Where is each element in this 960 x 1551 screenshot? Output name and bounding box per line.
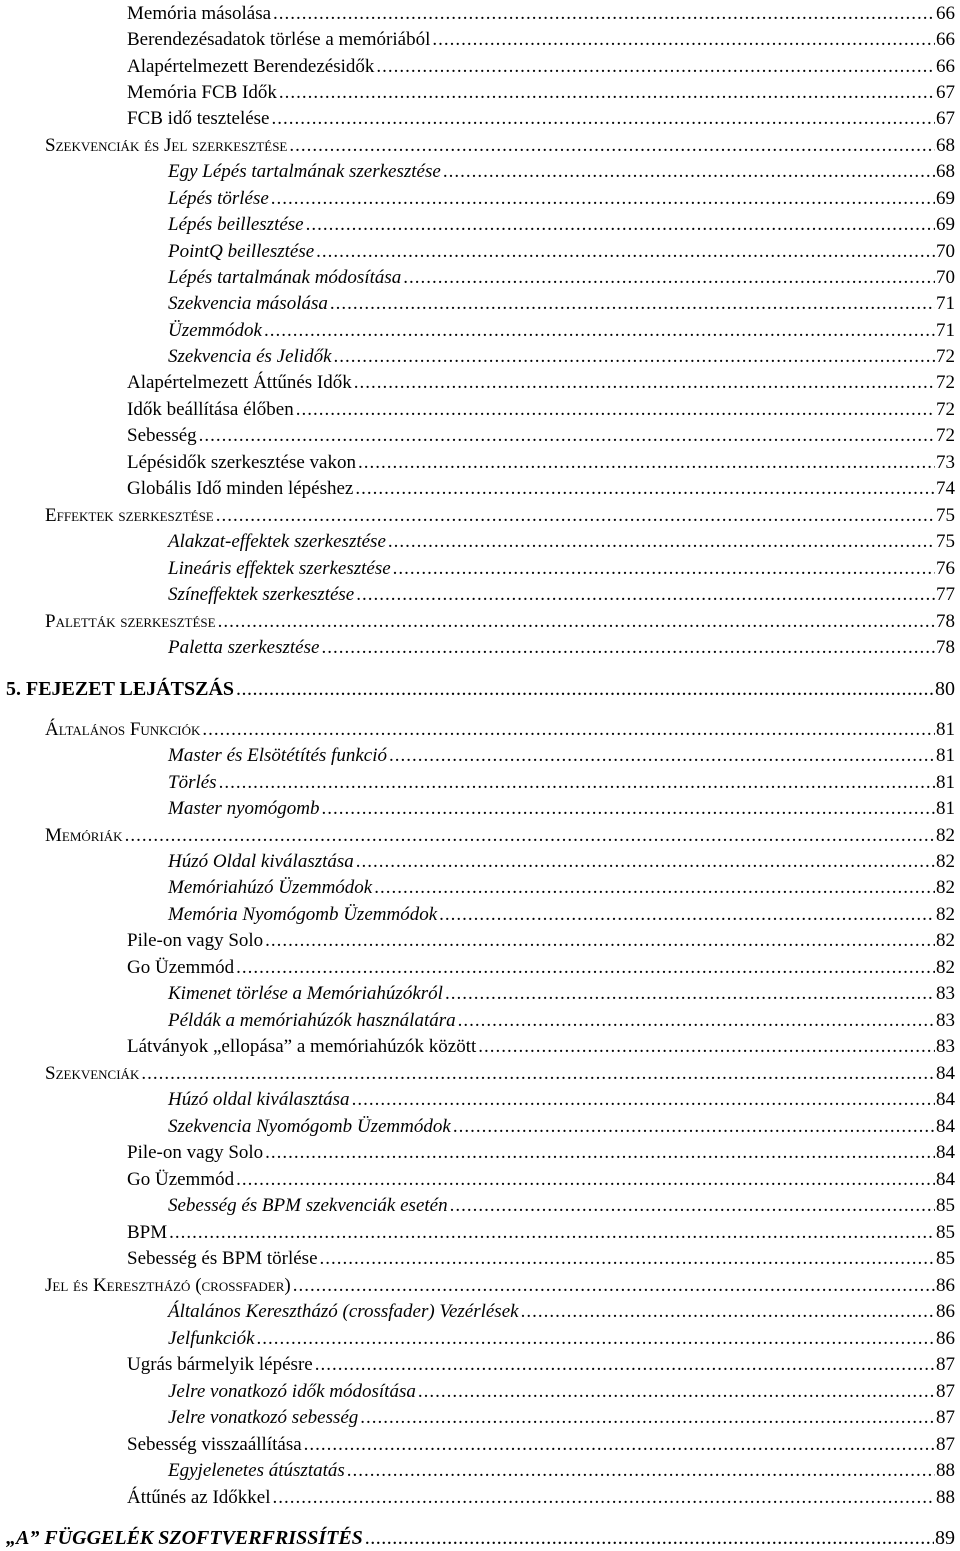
toc-entry-title: Egyjelenetes átúsztatás	[168, 1460, 345, 1481]
dot-leader	[354, 372, 935, 394]
toc-entry[interactable]	[6, 1527, 955, 1549]
toc-entry-title: Berendezésadatok törlése a memóriából	[127, 29, 431, 50]
dot-leader	[265, 1142, 935, 1164]
toc-entry[interactable]	[127, 1354, 955, 1376]
toc-entry-page-number: 81	[936, 798, 955, 819]
toc-entry-page-number: 76	[936, 558, 955, 579]
toc-entry[interactable]	[45, 1275, 955, 1297]
toc-entry-page-number: 83	[936, 983, 955, 1004]
toc-entry-title: Szekvenciák és Jel szerkesztése	[45, 135, 288, 156]
dot-leader	[218, 611, 935, 633]
dot-leader	[169, 1222, 935, 1244]
toc-entry[interactable]	[168, 637, 955, 659]
toc-entry[interactable]	[45, 1063, 955, 1085]
toc-entry-title: Sebesség visszaállítása	[127, 1434, 302, 1455]
dot-leader	[273, 3, 935, 25]
dot-leader	[316, 241, 935, 263]
toc-entry-page-number: 87	[936, 1354, 955, 1375]
dot-leader	[216, 505, 935, 527]
toc-entry-page-number: 72	[936, 346, 955, 367]
toc-entry-title: FCB idő tesztelése	[127, 108, 270, 129]
toc-entry-page-number: 86	[936, 1328, 955, 1349]
toc-entry[interactable]	[168, 161, 955, 183]
toc-entry-title: Lépés beillesztése	[168, 214, 304, 235]
toc-entry-title: Sebesség	[127, 425, 197, 446]
dot-leader	[257, 1328, 935, 1350]
dot-leader	[199, 425, 935, 447]
toc-entry-page-number: 71	[936, 320, 955, 341]
toc-entry-title: Lineáris effektek szerkesztése	[168, 558, 391, 579]
toc-entry-title: Paletták szerkesztése	[45, 611, 216, 632]
toc-entry-title: Lépés tartalmának módosítása	[168, 267, 402, 288]
dot-leader	[445, 983, 935, 1005]
dot-leader	[334, 346, 935, 368]
toc-entry-title: Törlés	[168, 772, 217, 793]
toc-entry-page-number: 78	[936, 611, 955, 632]
toc-entry-page-number: 66	[936, 3, 955, 24]
toc-entry-title: Általános Keresztházó (crossfader) Vezérlések	[168, 1301, 519, 1322]
dot-leader	[289, 135, 935, 157]
toc-entry-title: Paletta szerkesztése	[168, 637, 320, 658]
toc-entry[interactable]	[127, 399, 955, 421]
toc-entry[interactable]	[127, 1487, 955, 1509]
toc-entry-page-number: 82	[936, 957, 955, 978]
toc-entry[interactable]	[168, 293, 955, 315]
toc-entry-title: PointQ beillesztése	[168, 241, 315, 262]
toc-entry-page-number: 67	[936, 108, 955, 129]
toc-entry[interactable]	[127, 1036, 955, 1058]
toc-entry-title: Memória FCB Idők	[127, 82, 277, 103]
toc-entry-title: Sebesség és BPM szekvenciák esetén	[168, 1195, 448, 1216]
dot-leader	[356, 584, 935, 606]
toc-entry[interactable]	[127, 957, 955, 979]
toc-entry-page-number: 73	[936, 452, 955, 473]
toc-entry[interactable]	[127, 1434, 955, 1456]
dot-leader	[355, 478, 935, 500]
dot-leader	[271, 108, 935, 130]
toc-entry[interactable]	[127, 108, 955, 130]
dot-leader	[360, 1407, 935, 1429]
toc-entry-page-number: 66	[936, 56, 955, 77]
toc-entry-page-number: 77	[936, 584, 955, 605]
toc-entry-title: 5. FEJEZET LEJÁTSZÁS	[6, 678, 235, 700]
dot-leader	[304, 1434, 935, 1456]
toc-entry[interactable]	[45, 135, 955, 157]
toc-entry-page-number: 78	[936, 637, 955, 658]
dot-leader	[279, 82, 935, 104]
toc-entry-title: Általános Funkciók	[45, 719, 201, 740]
dot-leader	[219, 772, 935, 794]
toc-entry-page-number: 68	[936, 135, 955, 156]
toc-entry-page-number: 89	[935, 1527, 955, 1549]
dot-leader	[315, 1354, 935, 1376]
toc-entry-title: Ugrás bármelyik lépésre	[127, 1354, 313, 1375]
toc-entry-page-number: 85	[936, 1248, 955, 1269]
toc-entry[interactable]	[168, 1089, 955, 1111]
toc-entry-title: Master nyomógomb	[168, 798, 320, 819]
dot-leader	[443, 161, 935, 183]
dot-leader	[273, 1487, 935, 1509]
dot-leader	[321, 637, 935, 659]
dot-leader	[202, 719, 935, 741]
toc-entry[interactable]	[168, 558, 955, 580]
toc-entry-title: Memóriák	[45, 825, 123, 846]
dot-leader	[393, 558, 935, 580]
toc-entry[interactable]	[127, 29, 955, 51]
dot-leader	[374, 877, 935, 899]
toc-entry-title: Idők beállítása élőben	[127, 399, 294, 420]
dot-leader	[265, 930, 935, 952]
toc-entry[interactable]	[127, 1222, 955, 1244]
toc-entry[interactable]	[127, 452, 955, 474]
toc-entry-page-number: 81	[936, 772, 955, 793]
dot-leader	[439, 904, 935, 926]
toc-entry-page-number: 87	[936, 1407, 955, 1428]
toc-entry[interactable]	[6, 678, 955, 700]
toc-entry-title: Pile-on vagy Solo	[127, 930, 264, 951]
toc-entry-title: Alapértelmezett Áttűnés Idők	[127, 372, 352, 393]
toc-entry-page-number: 88	[936, 1460, 955, 1481]
dot-leader	[293, 1275, 935, 1297]
toc-entry-page-number: 82	[936, 930, 955, 951]
toc-entry[interactable]	[168, 1328, 955, 1350]
toc-entry-page-number: 75	[936, 505, 955, 526]
toc-entry[interactable]	[168, 531, 955, 553]
toc-entry-title: Példák a memóriahúzók használatára	[168, 1010, 456, 1031]
dot-leader	[450, 1195, 935, 1217]
toc-entry-title: Lépésidők szerkesztése vakon	[127, 452, 356, 473]
dot-leader	[236, 957, 935, 979]
toc-entry-title: Memória másolása	[127, 3, 272, 24]
toc-entry-page-number: 84	[936, 1116, 955, 1137]
toc-entry-title: Áttűnés az Időkkel	[127, 1487, 271, 1508]
toc-entry[interactable]	[45, 719, 955, 741]
toc-entry-title: Alakzat-effektek szerkesztése	[168, 531, 386, 552]
toc-entry-title: Sebesség és BPM törlése	[127, 1248, 318, 1269]
toc-entry-title: Látványok „ellopása” a memóriahúzók között	[127, 1036, 477, 1057]
dot-leader	[356, 851, 935, 873]
toc-entry-page-number: 72	[936, 425, 955, 446]
toc-entry[interactable]	[168, 877, 955, 899]
toc-entry-title: Lépés törlése	[168, 188, 269, 209]
dot-leader	[330, 293, 935, 315]
toc-entry-page-number: 68	[936, 161, 955, 182]
toc-entry-page-number: 82	[936, 904, 955, 925]
toc-entry[interactable]	[168, 320, 955, 342]
toc-entry-page-number: 84	[936, 1063, 955, 1084]
dot-leader	[264, 320, 935, 342]
toc-entry[interactable]	[168, 1116, 955, 1138]
toc-entry[interactable]	[168, 798, 955, 820]
toc-entry-page-number: 85	[936, 1195, 955, 1216]
toc-entry-title: Jelre vonatkozó sebesség	[168, 1407, 359, 1428]
dot-leader	[320, 1248, 935, 1270]
toc-entry-title: Memóriahúzó Üzemmódok	[168, 877, 373, 898]
toc-entry-page-number: 70	[936, 267, 955, 288]
toc-entry[interactable]	[168, 1460, 955, 1482]
toc-entry-title: Húzó oldal kiválasztása	[168, 1089, 350, 1110]
toc-entry-title: Pile-on vagy Solo	[127, 1142, 264, 1163]
toc-entry-title: Effektek szerkesztése	[45, 505, 214, 526]
toc-entry-title: Go Üzemmód	[127, 957, 235, 978]
toc-entry-title: Szekvencia másolása	[168, 293, 328, 314]
toc-entry-page-number: 81	[936, 745, 955, 766]
toc-entry-title: Egy Lépés tartalmának szerkesztése	[168, 161, 441, 182]
dot-leader	[418, 1381, 935, 1403]
toc-entry[interactable]	[127, 3, 955, 25]
toc-entry-page-number: 75	[936, 531, 955, 552]
toc-entry-title: Színeffektek szerkesztése	[168, 584, 355, 605]
toc-entry[interactable]	[168, 1301, 955, 1323]
toc-entry-title: Jelre vonatkozó idők módosítása	[168, 1381, 416, 1402]
toc-entry[interactable]	[168, 1195, 955, 1217]
toc-entry-title: Jelfunkciók	[168, 1328, 255, 1349]
toc-entry-page-number: 71	[936, 293, 955, 314]
toc-entry-page-number: 72	[936, 372, 955, 393]
toc-entry[interactable]	[127, 1248, 955, 1270]
toc-entry-page-number: 85	[936, 1222, 955, 1243]
dot-leader	[453, 1116, 935, 1138]
toc-entry-page-number: 74	[936, 478, 955, 499]
toc-entry-page-number: 84	[936, 1142, 955, 1163]
toc-entry-page-number: 86	[936, 1301, 955, 1322]
dot-leader	[352, 1089, 935, 1111]
toc-entry[interactable]	[168, 1381, 955, 1403]
toc-entry[interactable]	[168, 1010, 955, 1032]
toc-entry[interactable]	[168, 1407, 955, 1429]
dot-leader	[365, 1527, 934, 1549]
toc-entry[interactable]	[127, 1169, 955, 1191]
dot-leader	[125, 825, 935, 847]
toc-entry-title: Üzemmódok	[168, 320, 262, 341]
toc-entry[interactable]	[168, 214, 955, 236]
toc-entry[interactable]	[45, 825, 955, 847]
toc-entry[interactable]	[168, 241, 955, 263]
toc-entry[interactable]	[168, 772, 955, 794]
toc-entry-page-number: 82	[936, 851, 955, 872]
dot-leader	[236, 1169, 935, 1191]
dot-leader	[296, 399, 935, 421]
dot-leader	[458, 1010, 935, 1032]
toc-entry[interactable]	[168, 267, 955, 289]
dot-leader	[376, 56, 935, 78]
toc-entry-page-number: 69	[936, 188, 955, 209]
toc-entry-page-number: 81	[936, 719, 955, 740]
toc-entry-page-number: 87	[936, 1434, 955, 1455]
toc-entry-page-number: 66	[936, 29, 955, 50]
toc-entry[interactable]	[168, 851, 955, 873]
toc-entry[interactable]	[168, 904, 955, 926]
toc-entry[interactable]	[168, 584, 955, 606]
dot-leader	[478, 1036, 935, 1058]
toc-entry[interactable]	[127, 425, 955, 447]
toc-entry[interactable]	[168, 983, 955, 1005]
toc-entry[interactable]	[127, 930, 955, 952]
toc-entry[interactable]	[45, 505, 955, 527]
toc-entry-title: Master és Elsötétítés funkció	[168, 745, 387, 766]
toc-entry-page-number: 72	[936, 399, 955, 420]
toc-entry-page-number: 83	[936, 1036, 955, 1057]
toc-entry-title: Globális Idő minden lépéshez	[127, 478, 354, 499]
toc-entry-title: Szekvencia Nyomógomb Üzemmódok	[168, 1116, 451, 1137]
dot-leader	[432, 29, 935, 51]
dot-leader	[271, 188, 935, 210]
toc-entry-page-number: 83	[936, 1010, 955, 1031]
toc-entry-title: „A” FÜGGELÉK SZOFTVERFRISSÍTÉS	[6, 1527, 363, 1549]
toc-entry-page-number: 86	[936, 1275, 955, 1296]
toc-entry-page-number: 69	[936, 214, 955, 235]
dot-leader	[403, 267, 935, 289]
toc-entry-title: Alapértelmezett Berendezésidők	[127, 56, 375, 77]
toc-entry-title: Go Üzemmód	[127, 1169, 235, 1190]
dot-leader	[521, 1301, 935, 1323]
toc-entry-title: BPM	[127, 1222, 168, 1243]
toc-entry-page-number: 84	[936, 1089, 955, 1110]
toc-entry[interactable]	[127, 478, 955, 500]
toc-entry-page-number: 88	[936, 1487, 955, 1508]
dot-leader	[388, 531, 935, 553]
toc-entry-title: Húzó Oldal kiválasztása	[168, 851, 354, 872]
toc-entry-page-number: 67	[936, 82, 955, 103]
toc-entry-page-number: 84	[936, 1169, 955, 1190]
toc-entry[interactable]	[127, 56, 955, 78]
dot-leader	[389, 745, 935, 767]
toc-entry[interactable]	[168, 188, 955, 210]
toc-entry-title: Memória Nyomógomb Üzemmódok	[168, 904, 438, 925]
toc-entry-page-number: 70	[936, 241, 955, 262]
dot-leader	[141, 1063, 935, 1085]
toc-entry-page-number: 87	[936, 1381, 955, 1402]
dot-leader	[358, 452, 935, 474]
toc-entry-page-number: 82	[936, 877, 955, 898]
toc-entry[interactable]	[168, 745, 955, 767]
toc-entry-title: Szekvencia és Jelidők	[168, 346, 332, 367]
toc-entry[interactable]	[127, 82, 955, 104]
toc-entry-title: Jel és Keresztházó (crossfader)	[45, 1275, 291, 1296]
toc-entry-title: Kimenet törlése a Memóriahúzókról	[168, 983, 443, 1004]
toc-entry[interactable]	[127, 1142, 955, 1164]
dot-leader	[347, 1460, 935, 1482]
dot-leader	[321, 798, 935, 820]
toc-entry-page-number: 82	[936, 825, 955, 846]
toc-entry-page-number: 80	[935, 678, 955, 700]
dot-leader	[306, 214, 935, 236]
toc-entry[interactable]	[45, 611, 955, 633]
toc-entry[interactable]	[127, 372, 955, 394]
dot-leader	[236, 678, 934, 700]
toc-entry-title: Szekvenciák	[45, 1063, 140, 1084]
toc-entry[interactable]	[168, 346, 955, 368]
